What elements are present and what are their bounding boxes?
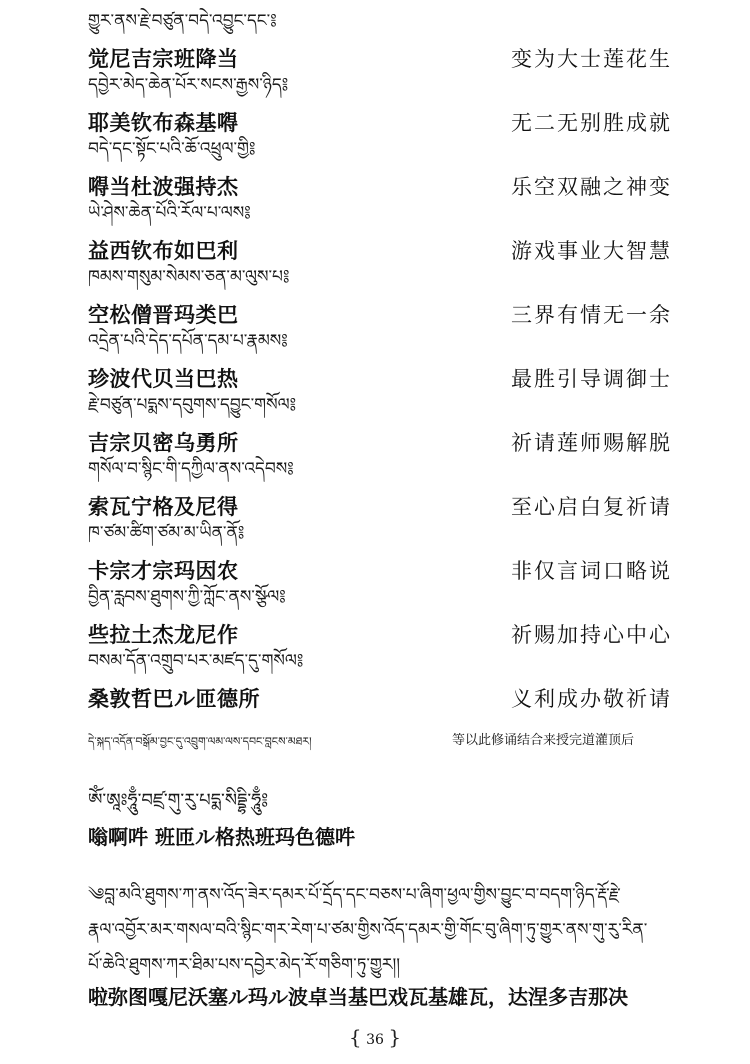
verse-transliteration: 益西钦布如巴利 bbox=[88, 239, 239, 263]
tibetan-line: ཡེ་ཤེས་ཆེན་པོའི་རོལ་པ་ལས༔ bbox=[88, 203, 251, 223]
verse-meaning: 非仅言词口略说 bbox=[511, 559, 672, 583]
verse-row bbox=[88, 620, 672, 650]
verse-row bbox=[88, 556, 672, 586]
tibetan-line: ཁ་ཙམ་ཚིག་ཙམ་མ་ཡིན་ནོ༔ bbox=[88, 523, 245, 543]
verse-meaning: 祈请莲师赐解脱 bbox=[511, 431, 672, 455]
note-tibetan: དེ་སྐད་འདོན་བསྒོམ་བྱང་དུ་འབྲུག་ལམ་ལས་དབང་བླངས་མཐར། bbox=[88, 735, 312, 748]
verse-row bbox=[88, 300, 672, 330]
verse-transliteration: 空松僧晋玛类巴 bbox=[88, 303, 239, 327]
tibetan-paragraph-line: རྣལ་འབྱོར་མར་གསལ་བའི་སྙིང་གར་རེག་པ་ཙམ་གྱིས་འོད་དམར་གྱི་གོང་བུ་ཞིག་ཏུ་གྱུར་ནས་གུ་རུ་རིན་ bbox=[88, 920, 648, 940]
verse-meaning: 游戏事业大智慧 bbox=[511, 239, 672, 263]
verse-transliteration: 些拉土杰龙尼作 bbox=[88, 623, 239, 647]
verse-row bbox=[88, 364, 672, 394]
tibetan-line: འདྲེན་པའི་དེད་དཔོན་དམ་པ་རྣམས༔ bbox=[88, 331, 288, 351]
tibetan-line: རྗེ་བཙུན་པདྨས་དབུགས་དབྱུང་གསོལ༔ bbox=[88, 395, 297, 415]
mantra-chinese: 嗡啊吽 班匝ル格热班玛色德吽 bbox=[88, 825, 355, 849]
verse-row bbox=[88, 108, 672, 138]
prose-chinese: 啦弥图嘎尼沃塞ル玛ル波卓当基巴戏瓦基雄瓦，达涅多吉那决 bbox=[88, 985, 628, 1009]
verse-transliteration: 吉宗贝密乌勇所 bbox=[88, 431, 239, 455]
tibetan-line: བསམ་དོན་འགྲུབ་པར་མཛད་དུ་གསོལ༔ bbox=[88, 651, 304, 671]
verse-row bbox=[88, 44, 672, 74]
verse-meaning: 祈赐加持心中心 bbox=[511, 623, 672, 647]
verse-meaning: 最胜引导调御士 bbox=[511, 367, 672, 391]
note-chinese: 等以此修诵结合来授完道灌顶后 bbox=[452, 733, 635, 748]
verse-meaning: 无二无别胜成就 bbox=[511, 111, 672, 135]
verse-row bbox=[88, 172, 672, 202]
page-number-value: 36 bbox=[366, 1032, 384, 1048]
mantra-tibetan: ཨོཾ་ཨཱཿཧཱུྃ་བཛྲ་གུ་རུ་པདྨ་སིདྡྷི་ཧཱུྃ༔ bbox=[88, 790, 269, 811]
tibetan-line: ཁམས་གསུམ་སེམས་ཅན་མ་ལུས་པ༔ bbox=[88, 267, 290, 287]
tibetan-line: བྱིན་རླབས་ཐུགས་ཀྱི་ཀློང་ནས་སྩོལ༔ bbox=[88, 587, 286, 607]
verse-transliteration: 嘚当杜波强持杰 bbox=[88, 175, 239, 199]
tibetan-paragraph-line: ༄བླ་མའི་ཐུགས་ཀ་ནས་འོད་ཟེར་དམར་པོ་དྲོད་དང་བཅས་པ་ཞིག་ཕྱལ་གྱིས་བྱུང་བ་བདག་ཉིད་རྡོ་རྗེ་ bbox=[88, 885, 621, 905]
verse-row bbox=[88, 428, 672, 458]
verse-row bbox=[88, 236, 672, 266]
tibetan-line: གྱུར་ནས་རྗེ་བཙུན་བདེ་འབྱུང་དང་༔ bbox=[88, 11, 277, 31]
verse-transliteration: 珍波代贝当巴热 bbox=[88, 367, 239, 391]
page-number: { 36 } bbox=[348, 1025, 402, 1049]
verse-transliteration: 索瓦宁格及尼得 bbox=[88, 495, 239, 519]
tibetan-line: བདེ་དང་སྟོང་པའི་ཆོ་འཕྲུལ་གྱི༔ bbox=[88, 139, 256, 159]
verse-transliteration: 耶美钦布森基嘚 bbox=[88, 111, 239, 135]
verse-meaning: 义利成办敬祈请 bbox=[511, 687, 672, 711]
tibetan-line: དབྱེར་མེད་ཆེན་པོར་སངས་རྒྱས་ཉིད༔ bbox=[88, 75, 289, 95]
verse-meaning: 变为大士莲花生 bbox=[511, 47, 672, 71]
verse-transliteration: 卡宗才宗玛因农 bbox=[88, 559, 239, 583]
verse-transliteration: 桑敦哲巴ル匝德所 bbox=[88, 687, 260, 711]
verse-row bbox=[88, 492, 672, 522]
verse-transliteration: 觉尼吉宗班降当 bbox=[88, 47, 239, 71]
tibetan-line: གསོལ་བ་སྙིང་གི་དཀྱིལ་ནས་འདེབས༔ bbox=[88, 459, 294, 479]
verse-meaning: 三界有情无一余 bbox=[511, 303, 672, 327]
verse-row bbox=[88, 684, 672, 714]
verse-meaning: 至心启白复祈请 bbox=[511, 495, 672, 519]
verse-meaning: 乐空双融之神变 bbox=[511, 175, 672, 199]
tibetan-paragraph-line: པོ་ཆེའི་ཐུགས་ཀར་ཐིམ་པས་དབྱེར་མེད་རོ་གཅིག་ཏུ་གྱུར།། bbox=[88, 955, 401, 975]
